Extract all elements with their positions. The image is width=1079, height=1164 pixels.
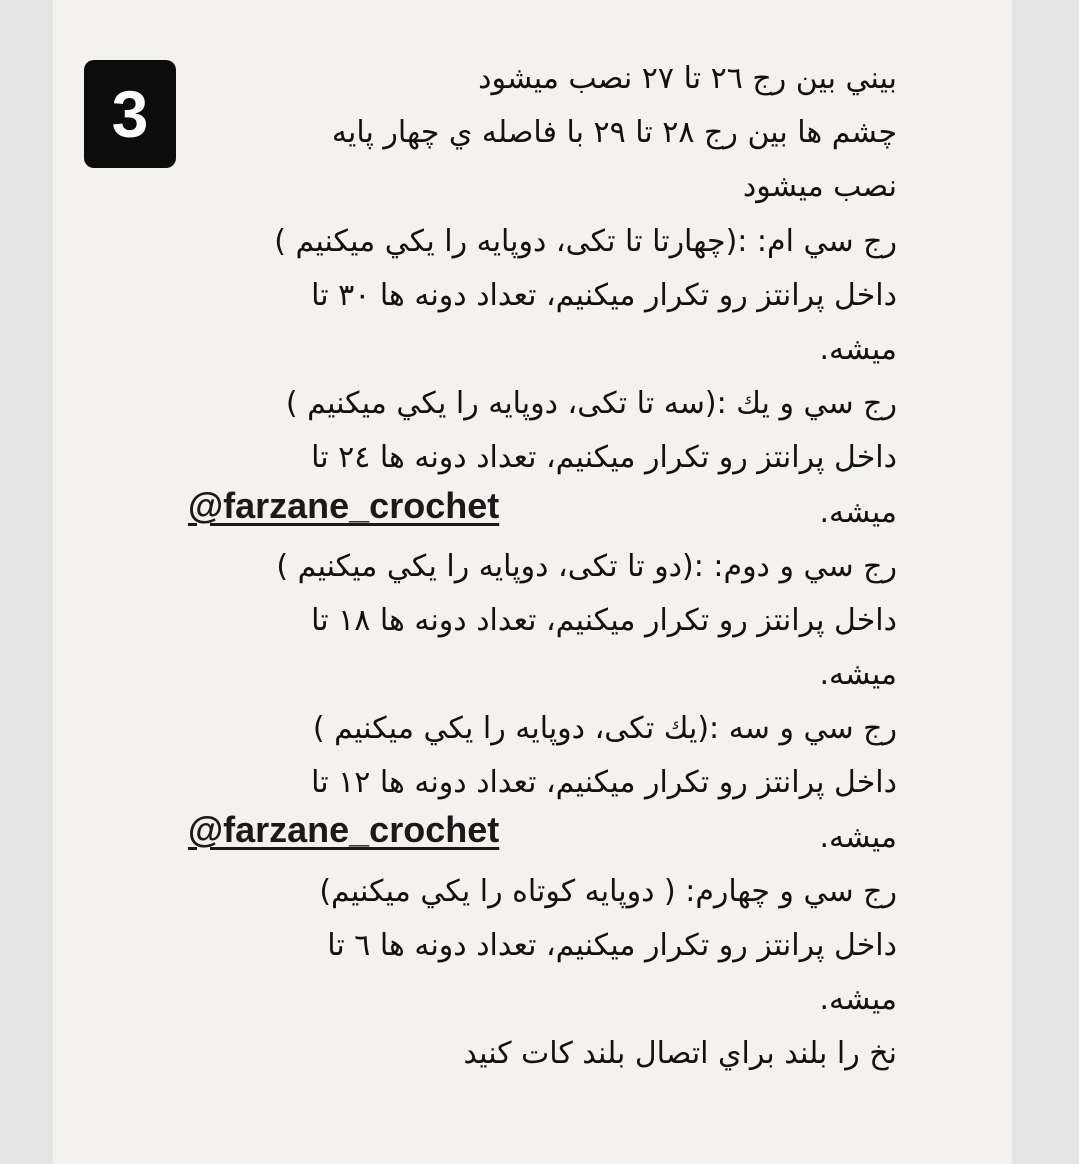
text-line: رج سي و چهارم: ( دوپايه كوتاه را يکي ميکنيم) (319, 873, 897, 909)
text-line: بيني بين رج ٢٦ تا ٢٧ نصب ميشود (478, 61, 897, 96)
text-line: ميشه. (819, 331, 897, 367)
text-line: ميشه. (819, 494, 897, 530)
text-line: نخ را بلند براي اتصال بلند كات كنيد (463, 1036, 897, 1072)
text-line: ميشه. (819, 819, 897, 855)
watermark-handle: @farzane_crochet (188, 809, 500, 850)
text-line: داخل پرانتز رو تکرار ميکنيم، تعداد دونه ها ١٨ تا (311, 602, 897, 638)
watermark-handle: @farzane_crochet (188, 485, 500, 526)
text-line: داخل پرانتز رو تکرار ميکنيم، تعداد دونه ها ٦ تا (327, 928, 897, 963)
text-line: رج سي و يك :(سه تا تکی، دوپايه را يکي ميکنيم ) (285, 386, 897, 422)
text-line: داخل پرانتز رو تکرار ميکنيم، تعداد دونه ها ٢٤ تا (311, 440, 897, 476)
text-line: ميشه. (819, 657, 897, 693)
text-line: چشم ها بين رج ٢٨ تا ٢٩ با فاصله ي چهار پايه (331, 115, 897, 151)
text-line: نصب ميشود (742, 169, 897, 205)
instructions-text (185, 52, 897, 1082)
text-line: داخل پرانتز رو تکرار ميکنيم، تعداد دونه ها ١٢ تا (311, 765, 897, 801)
text-line: رج سي و دوم: :(دو تا تکی، دوپايه را يکي ميکنيم ) (276, 548, 897, 584)
left-margin (0, 0, 53, 1164)
step-number-badge: 3 (84, 60, 176, 168)
text-line: ميشه. (819, 982, 897, 1018)
text-line: داخل پرانتز رو تکرار ميکنيم، تعداد دونه ها ٣٠ تا (311, 277, 897, 313)
text-line: رج سي و سه :(يك تکی، دوپايه را يکي ميکنيم ) (312, 711, 897, 747)
right-margin (1012, 0, 1079, 1164)
text-line: رج سي ام: :(چهارتا تا تکی، دوپايه را يکي ميکنيم ) (274, 223, 897, 259)
